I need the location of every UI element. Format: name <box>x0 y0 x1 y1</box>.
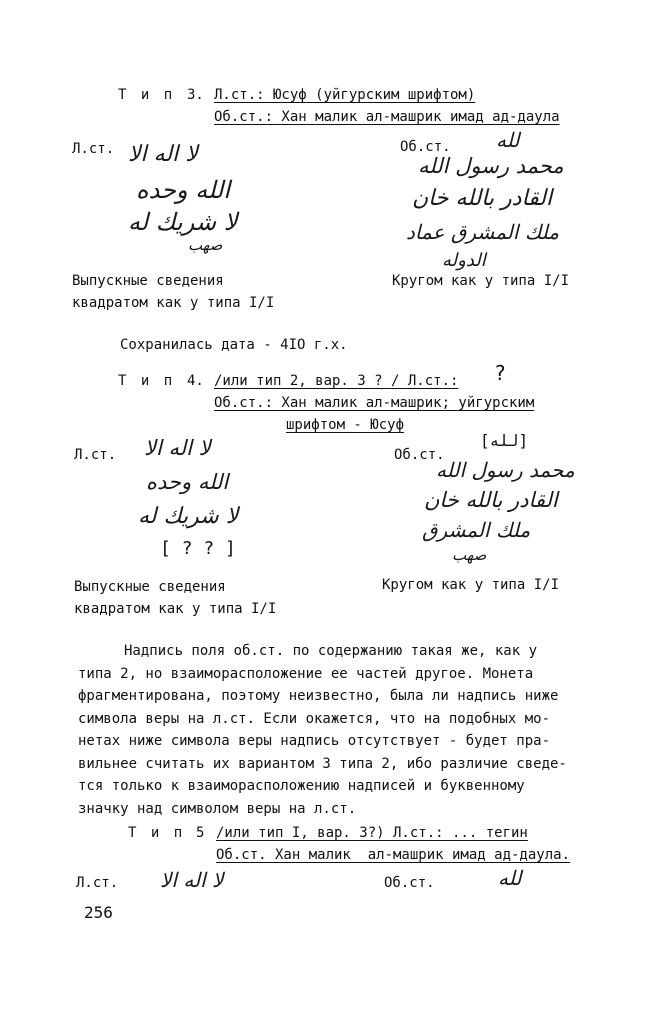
type3-left-legend-2: الله وحده <box>136 176 231 204</box>
type4-left-legend-1: لا اله الا <box>144 436 211 460</box>
type3-left-legend-4: صهب <box>188 236 223 254</box>
type3-right-legend-4: ملك المشرق عماد <box>406 220 560 244</box>
type4-left-legend-3: لا شريك له <box>138 504 239 529</box>
type4-left-legend-4: [ ? ? ] <box>160 538 236 559</box>
type5-left-legend: لا اله الا <box>160 868 224 892</box>
type3-left-legend-1: لا اله الا <box>128 142 198 167</box>
type4-right-legend-4: ملك المشرق <box>422 518 531 542</box>
type3-right-legend-1: لله <box>496 128 520 152</box>
type4-right-label: Об.ст. <box>394 447 445 463</box>
type3-right-note: Кругом как у типа I/I <box>392 273 570 289</box>
type3-left-note-1: Выпускные сведения <box>72 273 224 289</box>
type3-right-label: Об.ст. <box>400 139 451 155</box>
type5-right-label: Об.ст. <box>384 875 435 891</box>
type4-right-legend-5: صهب <box>452 546 487 564</box>
type3-left-legend-3: لا شريك له <box>128 208 238 236</box>
type3-left-note-2: квадратом как у типа I/I <box>72 295 275 311</box>
commentary-paragraph: Надпись поля об.ст. по содержанию такая же, как у типа 2, но взаиморасположение ее частей другое. Монета фрагментирована, поэтому неизвестно, была ли надпись ниже символа веры на л.ст. Если окажется, что на подобных мо- нетах ниже символа веры надпись отсутствует - будет пра- вильнее считать их вариантом 3 типа 2, ибо различие сведе- тся только к взаиморасположению надписей и буквенному значку над символом веры на л.ст. <box>78 643 567 817</box>
type3-right-legend-2: محمد رسول الله <box>418 154 564 178</box>
type4-right-legend-1: [لله] <box>480 431 529 450</box>
type5-obverse-heading: /или тип I, вар. 3?) Л.ст.: ... тегин <box>216 825 528 841</box>
type3-right-legend-5: الدوله <box>442 250 486 271</box>
type4-reverse-heading-1: Об.ст.: Хан малик ал-машрик; уйгурским <box>214 395 535 411</box>
type4-question-mark: ? <box>494 361 507 385</box>
type3-label: Т и п <box>118 87 176 103</box>
type5-label: Т и п <box>128 825 186 841</box>
type4-label: Т и п <box>118 373 176 389</box>
type4-number: 4. <box>187 373 204 389</box>
type4-left-legend-2: الله وحده <box>146 470 229 494</box>
page-number: 256 <box>84 903 113 922</box>
type5-reverse-heading: Об.ст. Хан малик ал-машрик имад ад-даула. <box>216 847 571 863</box>
type3-date: Сохранилась дата - 4IO г.х. <box>120 337 348 353</box>
type3-number: 3. <box>187 87 204 103</box>
type5-left-label: Л.ст. <box>76 875 119 891</box>
type4-reverse-heading-2: шрифтом - Юсуф <box>286 417 405 433</box>
type4-obverse-heading: /или тип 2, вар. 3 ? / Л.ст.: <box>214 373 459 389</box>
type5-number: 5 <box>196 825 205 841</box>
type3-left-label: Л.ст. <box>72 141 115 157</box>
type4-right-legend-3: القادر بالله خان <box>424 488 558 512</box>
type4-left-label: Л.ст. <box>74 447 117 463</box>
type4-right-note: Кругом как у типа I/I <box>382 577 560 593</box>
type5-right-legend: لله <box>498 866 522 890</box>
type4-left-note-1: Выпускные сведения <box>74 579 226 595</box>
type4-right-legend-2: محمد رسول الله <box>436 458 575 482</box>
type4-left-note-2: квадратом как у типа I/I <box>74 601 277 617</box>
type3-obverse-heading: Л.ст.: Юсуф (уйгурским шрифтом) <box>214 87 476 103</box>
type3-right-legend-3: القادر بالله خان <box>412 186 553 211</box>
type3-reverse-heading: Об.ст.: Хан малик ал-машрик имад ад-даула <box>214 109 560 125</box>
